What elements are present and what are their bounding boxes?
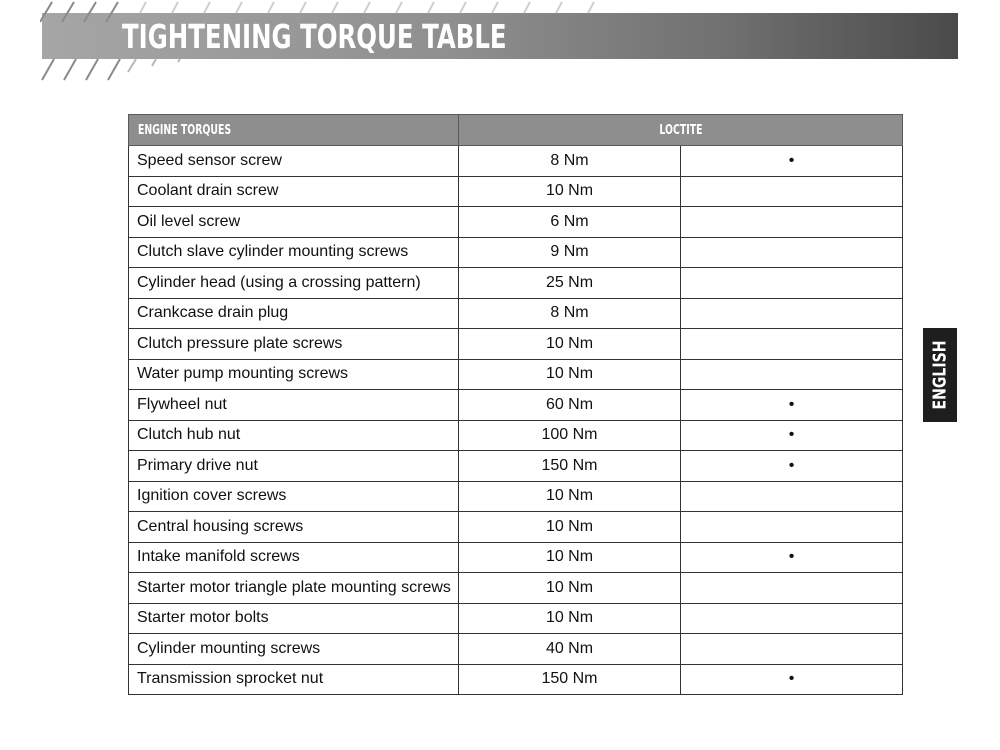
- table-row: [129, 664, 903, 695]
- table-row: [129, 603, 903, 634]
- torque-value-cell: 10 Nm: [459, 359, 681, 390]
- loctite-bullet: •: [788, 548, 795, 566]
- part-name-cell: Water pump mounting screws: [129, 359, 459, 390]
- table-row: [129, 176, 903, 207]
- table-header-row: [129, 115, 903, 146]
- torque-value-cell: 10 Nm: [459, 481, 681, 512]
- loctite-cell: [681, 634, 903, 665]
- part-name-cell: Speed sensor screw: [129, 146, 459, 177]
- table-row: [129, 268, 903, 299]
- table-row: [129, 298, 903, 329]
- table-row: [129, 359, 903, 390]
- loctite-cell: [681, 207, 903, 238]
- page-title: TIGHTENING TORQUE TABLE: [122, 17, 507, 56]
- table-row: [129, 237, 903, 268]
- torque-value-cell: 40 Nm: [459, 634, 681, 665]
- loctite-bullet: •: [788, 426, 795, 444]
- torque-value-cell: 10 Nm: [459, 603, 681, 634]
- loctite-cell: [681, 146, 903, 177]
- part-name-cell: Cylinder head (using a crossing pattern): [129, 268, 459, 299]
- header-loctite-label: LOCTITE: [658, 122, 703, 138]
- loctite-cell: [681, 176, 903, 207]
- table-row: [129, 146, 903, 177]
- loctite-cell: [681, 268, 903, 299]
- table-row: [129, 451, 903, 482]
- language-tab: [923, 328, 957, 422]
- loctite-cell: [681, 481, 903, 512]
- part-name-cell: Clutch slave cylinder mounting screws: [129, 237, 459, 268]
- torque-value-cell: 100 Nm: [459, 420, 681, 451]
- loctite-cell: [681, 451, 903, 482]
- table-row: [129, 634, 903, 665]
- loctite-cell: [681, 329, 903, 360]
- loctite-cell: [681, 359, 903, 390]
- torque-value-cell: 10 Nm: [459, 329, 681, 360]
- header-engine-torques: [129, 115, 459, 146]
- torque-value-cell: 150 Nm: [459, 664, 681, 695]
- loctite-bullet: •: [788, 670, 795, 688]
- loctite-bullet: •: [788, 151, 795, 169]
- table-row: [129, 207, 903, 238]
- loctite-cell: [681, 542, 903, 573]
- header-loctite: [459, 115, 903, 146]
- torque-value-cell: 9 Nm: [459, 237, 681, 268]
- table-body: [129, 146, 903, 695]
- torque-value-cell: 150 Nm: [459, 451, 681, 482]
- language-tab-label: ENGLISH: [929, 340, 951, 410]
- table-row: [129, 420, 903, 451]
- part-name-cell: Transmission sprocket nut: [129, 664, 459, 695]
- loctite-cell: [681, 420, 903, 451]
- loctite-cell: [681, 573, 903, 604]
- part-name-cell: Starter motor triangle plate mounting screws: [129, 573, 459, 604]
- part-name-cell: Cylinder mounting screws: [129, 634, 459, 665]
- table-row: [129, 573, 903, 604]
- torque-value-cell: 8 Nm: [459, 298, 681, 329]
- loctite-cell: [681, 390, 903, 421]
- loctite-cell: [681, 237, 903, 268]
- torque-table: [128, 114, 903, 695]
- table-row: [129, 390, 903, 421]
- torque-value-cell: 60 Nm: [459, 390, 681, 421]
- torque-value-cell: 10 Nm: [459, 542, 681, 573]
- table-row: [129, 329, 903, 360]
- loctite-cell: [681, 298, 903, 329]
- part-name-cell: Oil level screw: [129, 207, 459, 238]
- part-name-cell: Central housing screws: [129, 512, 459, 543]
- torque-value-cell: 25 Nm: [459, 268, 681, 299]
- loctite-cell: [681, 664, 903, 695]
- table-row: [129, 512, 903, 543]
- header-engine-torques-label: ENGINE TORQUES: [138, 122, 232, 138]
- table-row: [129, 542, 903, 573]
- part-name-cell: Ignition cover screws: [129, 481, 459, 512]
- part-name-cell: Intake manifold screws: [129, 542, 459, 573]
- part-name-cell: Crankcase drain plug: [129, 298, 459, 329]
- torque-value-cell: 10 Nm: [459, 512, 681, 543]
- part-name-cell: Primary drive nut: [129, 451, 459, 482]
- part-name-cell: Clutch pressure plate screws: [129, 329, 459, 360]
- table-row: [129, 481, 903, 512]
- part-name-cell: Coolant drain screw: [129, 176, 459, 207]
- torque-value-cell: 10 Nm: [459, 573, 681, 604]
- torque-value-cell: 8 Nm: [459, 146, 681, 177]
- part-name-cell: Starter motor bolts: [129, 603, 459, 634]
- torque-value-cell: 6 Nm: [459, 207, 681, 238]
- loctite-bullet: •: [788, 456, 795, 474]
- part-name-cell: Clutch hub nut: [129, 420, 459, 451]
- loctite-cell: [681, 512, 903, 543]
- torque-value-cell: 10 Nm: [459, 176, 681, 207]
- loctite-cell: [681, 603, 903, 634]
- part-name-cell: Flywheel nut: [129, 390, 459, 421]
- loctite-bullet: •: [788, 395, 795, 413]
